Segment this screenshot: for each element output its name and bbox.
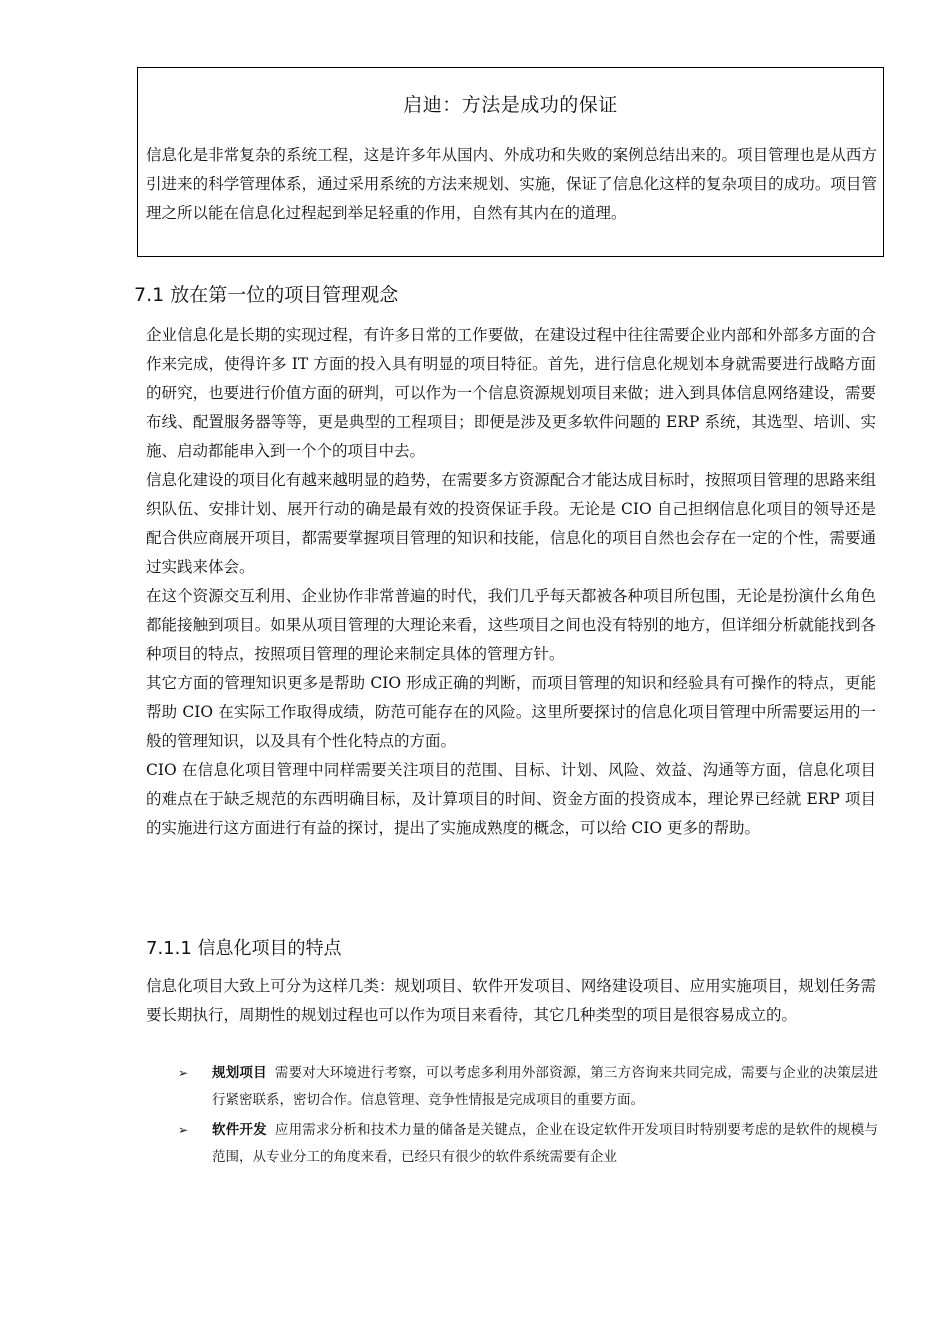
section-heading: 7.1 放在第一位的项目管理观念 xyxy=(134,284,399,306)
subsection-heading: 7.1.1 信息化项目的特点 xyxy=(146,938,342,959)
paragraph: 企业信息化是长期的实现过程，有许多日常的工作要做，在建设过程中往往需要企业内部和外部多方面的合作来完成，使得许多 IT 方面的投入具有明显的项目特征。首先，进行信息化规划本身就需要进行战略方面的研究，也要进行价值方面的研判，可以作为一个信息资源规划项目来做；进入到具体信息网络建设，需要布线、配置服务器等等，更是典型的工程项目；即便是涉及更多软件问题的 ERP 系统，其选型、培训、实施、启动都能串入到一个个的项目中去。 xyxy=(146,326,876,460)
insight-callout-box xyxy=(137,67,884,257)
arrow-bullet-icon: ➢ xyxy=(178,1066,189,1080)
bullet-list xyxy=(178,1060,878,1174)
bullet-text: 需要对大环境进行考察，可以考虑多利用外部资源，第三方咨询来共同完成，需要与企业的决策层进行紧密联系，密切合作。信息管理、竞争性情报是完成项目的重要方面。 xyxy=(212,1065,879,1108)
bullet-term: 规划项目 xyxy=(212,1065,267,1081)
bullet-text: 应用需求分析和技术力量的储备是关键点，企业在设定软件开发项目时特别要考虑的是软件的规模与范围，从专业分工的角度来看，已经只有很少的软件系统需要有企业 xyxy=(212,1122,879,1165)
section-body xyxy=(146,321,876,843)
callout-title: 启迪：方法是成功的保证 xyxy=(403,94,618,116)
arrow-bullet-icon: ➢ xyxy=(178,1123,189,1137)
callout-body: 信息化是非常复杂的系统工程，这是许多年从国内、外成功和失败的案例总结出来的。项目管理也是从西方引进来的科学管理体系，通过采用系统的方法来规划、实施，保证了信息化这样的复杂项目的成功。项目管理之所以能在信息化过程起到举足轻重的作用，自然有其内在的道理。 xyxy=(146,146,877,222)
paragraph: 在这个资源交互利用、企业协作非常普遍的时代，我们几乎每天都被各种项目所包围，无论是扮演什幺角色都能接触到项目。如果从项目管理的大理论来看，这些项目之间也没有特别的地方，但详细分析就能找到各种项目的特点，按照项目管理的理论来制定具体的管理方针。 xyxy=(146,587,876,663)
bullet-term: 软件开发 xyxy=(212,1122,267,1138)
paragraph: CIO 在信息化项目管理中同样需要关注项目的范围、目标、计划、风险、效益、沟通等方面，信息化项目的难点在于缺乏规范的东西明确目标，及计算项目的时间、资金方面的投资成本，理论界已经就 ERP 项目的实施进行这方面进行有益的探讨，提出了实施成熟度的概念，可以给 CIO 更多的帮助。 xyxy=(146,761,876,837)
paragraph: 其它方面的管理知识更多是帮助 CIO 形成正确的判断，而项目管理的知识和经验具有可操作的特点，更能帮助 CIO 在实际工作取得成绩，防范可能存在的风险。这里所要探讨的信息化项目管理中所需要运用的一般的管理知识，以及具有个性化特点的方面。 xyxy=(146,674,876,750)
paragraph: 信息化建设的项目化有越来越明显的趋势，在需要多方资源配合才能达成目标时，按照项目管理的思路来组织队伍、安排计划、展开行动的确是最有效的投资保证手段。无论是 CIO 自己担纲信息化项目的领导还是配合供应商展开项目，都需要掌握项目管理的知识和技能，信息化的项目自然也会存在一定的个性，需要通过实践来体会。 xyxy=(146,471,876,576)
list-item xyxy=(178,1117,878,1171)
list-item xyxy=(178,1060,878,1114)
subsection-intro: 信息化项目大致上可分为这样几类：规划项目、软件开发项目、网络建设项目、应用实施项目，规划任务需要长期执行，周期性的规划过程也可以作为项目来看待，其它几种类型的项目是很容易成立的。 xyxy=(146,977,876,1024)
